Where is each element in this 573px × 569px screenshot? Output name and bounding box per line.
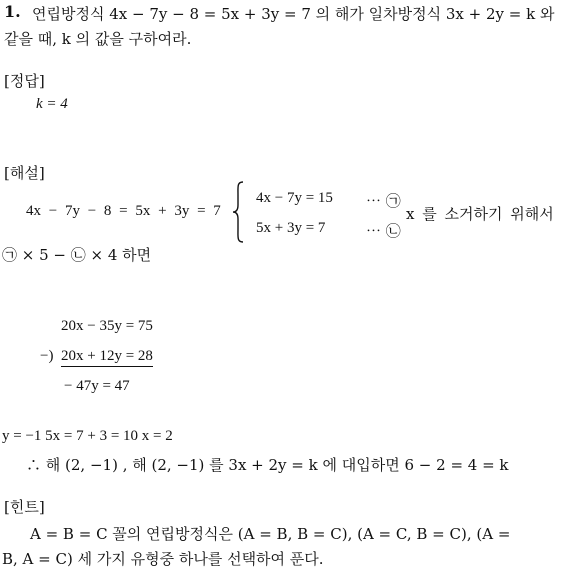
- solution-heading: [해설]: [4, 164, 45, 182]
- answer-value: k = 4: [36, 96, 68, 112]
- elimination-instruction: ㉠ × 5 − ㉡ × 4 하면: [2, 246, 152, 264]
- calc-row-2: 20x + 12y = 28: [61, 348, 153, 367]
- problem-number: 1.: [4, 2, 21, 21]
- system-tag-1: ⋯ ㉠: [366, 192, 401, 210]
- answer-heading: [정답]: [4, 72, 45, 90]
- therefore-line: ∴ 해 (2, −1) , 해 (2, −1) 를 3x + 2y = k 에 대입하면 6 − 2 = 4 = k: [26, 456, 509, 474]
- hint-line-1: A = B = C 꼴의 연립방정식은 (A = B, B = C), (A = C, B = C), (A =: [30, 525, 511, 543]
- calc-row-1: 20x − 35y = 75: [61, 318, 153, 334]
- equation-lead: 4x − 7y − 8 = 5x + 3y = 7: [26, 203, 221, 219]
- hint-heading: [힌트]: [4, 498, 45, 516]
- system-tag-2: ⋯ ㉡: [366, 222, 401, 240]
- calc-row-3: − 47y = 47: [64, 378, 130, 394]
- result-line: y = −1 5x = 7 + 3 = 10 x = 2: [2, 428, 173, 444]
- system-equation-2: 5x + 3y = 7: [256, 220, 326, 236]
- eliminate-x-text: x 를 소거하기 위해서: [406, 205, 554, 223]
- problem-line-1: 연립방정식 4x − 7y − 8 = 5x + 3y = 7 의 해가 일차방정식 3x + 2y = k 와: [32, 5, 555, 23]
- hint-line-2: B, A = C) 세 가지 유형중 하나를 선택하여 푼다.: [2, 550, 324, 568]
- system-brace: [232, 181, 244, 243]
- problem-line-2: 같을 때, k 의 값을 구하여라.: [4, 30, 192, 48]
- system-equation-1: 4x − 7y = 15: [256, 190, 333, 206]
- calc-row-2-prefix: −): [40, 348, 54, 364]
